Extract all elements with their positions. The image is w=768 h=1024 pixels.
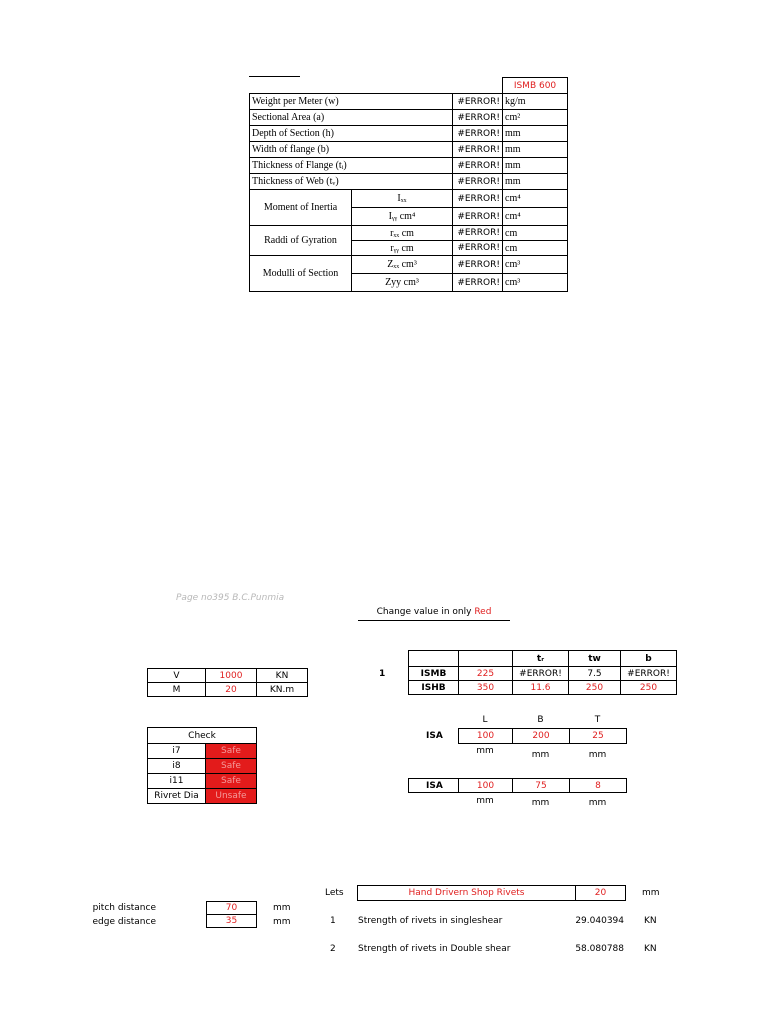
prop-row [250, 126, 568, 142]
change-note-highlight: Red [474, 607, 492, 617]
beams-header [409, 651, 459, 667]
prop-unit: cm⁴ [503, 190, 568, 208]
group-symbol: Zyy cm³ [352, 274, 453, 292]
angle1-header-B: B [537, 715, 544, 725]
prop-value: #ERROR! [453, 256, 503, 274]
prop-label: Thickness of Web (tᵥ) [250, 174, 453, 190]
load-unit: KN.m [257, 683, 308, 697]
prop-unit: cm² [503, 110, 568, 126]
section-name-row [250, 78, 568, 94]
strength-value: 29.040394 [575, 916, 624, 926]
load-symbol: M [148, 683, 206, 697]
beams-header: b [621, 651, 677, 667]
prop-unit: mm [503, 142, 568, 158]
angle2-T-input[interactable]: 8 [570, 779, 627, 793]
lets-label: Lets [325, 888, 344, 898]
angle2-B-input[interactable]: 75 [513, 779, 570, 793]
beam-name: ISHB [409, 681, 459, 695]
beams-header [459, 651, 513, 667]
prop-unit: kg/m [503, 94, 568, 110]
spacing-table [206, 901, 257, 928]
prop-value: #ERROR! [453, 174, 503, 190]
check-row [148, 759, 257, 774]
group-symbol: Zₓₓ cm³ [352, 256, 453, 274]
prop-unit: cm [503, 226, 568, 241]
prop-row [250, 174, 568, 190]
check-row [148, 789, 257, 804]
check-status: Safe [206, 774, 257, 789]
angle2-unit: mm [588, 798, 607, 808]
beam-index: 1 [379, 669, 386, 679]
check-label: i11 [148, 774, 206, 789]
angle1-unit: mm [476, 746, 494, 756]
beam-tw-input[interactable]: 250 [569, 681, 621, 695]
change-note [358, 607, 510, 617]
change-note-prefix: Change value in only [376, 607, 475, 617]
load-row [148, 669, 308, 683]
prop-unit: cm⁴ [503, 208, 568, 226]
prop-label: Sectional Area (a) [250, 110, 453, 126]
prop-unit: mm [503, 126, 568, 142]
rivet-table [357, 885, 626, 901]
beam-b: #ERROR! [621, 667, 677, 681]
rivet-dia-unit: mm [642, 888, 660, 898]
group-symbol: rₓₓ cm [352, 226, 453, 241]
strength-value: 58.080788 [575, 944, 624, 954]
prop-group-row [250, 256, 568, 274]
angle2-L-input[interactable]: 100 [459, 779, 513, 793]
angle1-unit: mm [588, 750, 607, 760]
prop-label: Width of flange (b) [250, 142, 453, 158]
load-unit: KN [257, 669, 308, 683]
prop-row [250, 94, 568, 110]
check-header-row [148, 728, 257, 744]
prop-group-row [250, 226, 568, 241]
group-label: Raddi of Gyration [250, 226, 352, 256]
change-note-underline [358, 620, 510, 621]
angle1-header-T: T [594, 715, 601, 725]
angle1-L-input[interactable]: 100 [459, 729, 513, 744]
beam-row [409, 681, 677, 695]
check-row [148, 774, 257, 789]
prop-value: #ERROR! [453, 126, 503, 142]
prop-unit: cm [503, 241, 568, 256]
prop-value: #ERROR! [453, 158, 503, 174]
prop-value: #ERROR! [453, 241, 503, 256]
prop-value: #ERROR! [453, 94, 503, 110]
prop-label: Weight per Meter (w) [250, 94, 453, 110]
load-value-input[interactable]: 1000 [206, 669, 257, 683]
check-label: i8 [148, 759, 206, 774]
strength-no: 1 [330, 916, 336, 926]
strength-no: 2 [330, 944, 336, 954]
check-row [148, 744, 257, 759]
edge-input[interactable]: 35 [207, 915, 257, 928]
beam-row [409, 667, 677, 681]
loads-table [147, 668, 308, 697]
prop-row [250, 142, 568, 158]
load-row [148, 683, 308, 697]
edge-label: edge distance [92, 917, 156, 927]
check-label: i7 [148, 744, 206, 759]
angle2-name-cell [409, 779, 459, 793]
prop-value: #ERROR! [453, 190, 503, 208]
angle1-B-input[interactable]: 200 [513, 729, 570, 744]
prop-value: #ERROR! [453, 226, 503, 241]
prop-group-row [250, 190, 568, 208]
angle2-unit: mm [476, 796, 494, 806]
angle1-table [458, 728, 627, 744]
angle2-row [409, 779, 627, 793]
prop-value: #ERROR! [453, 208, 503, 226]
angle1-unit: mm [531, 750, 550, 760]
load-value-input[interactable]: 20 [206, 683, 257, 697]
page-reference: Page no395 B.C.Punmia [176, 593, 285, 603]
angle1-T-input[interactable]: 25 [570, 729, 627, 744]
check-label: Rivret Dia [148, 789, 206, 804]
prop-row [250, 110, 568, 126]
prop-unit: cm³ [503, 274, 568, 292]
strength-label: Strength of rivets in singleshear [358, 916, 503, 926]
prop-label: Thickness of Flange (tᵢ) [250, 158, 453, 174]
angle1-header-L: L [482, 715, 488, 725]
beam-b-input[interactable]: 250 [621, 681, 677, 695]
group-label: Modulli of Section [250, 256, 352, 292]
strength-label: Strength of rivets in Double shear [358, 944, 511, 954]
beams-header-row [409, 651, 677, 667]
check-status: Safe [206, 759, 257, 774]
angle1-name: ISA [426, 731, 443, 741]
angle2-unit: mm [531, 798, 550, 808]
beam-tf: #ERROR! [513, 667, 569, 681]
rivet-type-input[interactable]: Hand Drivern Shop Rivets [358, 886, 576, 901]
group-symbol: Iᵧᵧ cm⁴ [352, 208, 453, 226]
strength-unit: KN [644, 944, 657, 954]
group-label: Moment of Inertia [250, 190, 352, 226]
beams-table [408, 650, 677, 695]
edge-unit: mm [273, 917, 291, 927]
load-symbol: V [148, 669, 206, 683]
check-status: Unsafe [206, 789, 257, 804]
section-properties-table [249, 77, 568, 292]
group-symbol: rᵧᵧ cm [352, 241, 453, 256]
prop-unit: cm³ [503, 256, 568, 274]
rivet-dia-input[interactable]: 20 [576, 886, 626, 901]
angle2-table [408, 778, 627, 793]
beam-tf-input[interactable]: 11.6 [513, 681, 569, 695]
beam-name: ISMB [409, 667, 459, 681]
angle2-name: ISA [426, 781, 443, 791]
prop-unit: mm [503, 158, 568, 174]
pitch-input[interactable]: 70 [207, 902, 257, 915]
beams-header: tᵣ [513, 651, 569, 667]
beam-h-input[interactable]: 225 [459, 667, 513, 681]
prop-row [250, 158, 568, 174]
pitch-label: pitch distance [92, 903, 156, 913]
prop-label: Depth of Section (h) [250, 126, 453, 142]
beams-header: tw [569, 651, 621, 667]
prop-value: #ERROR! [453, 110, 503, 126]
strength-unit: KN [644, 916, 657, 926]
check-title: Check [148, 728, 257, 744]
section-name[interactable]: ISMB 600 [503, 78, 568, 94]
prop-unit: mm [503, 174, 568, 190]
beam-h-input[interactable]: 350 [459, 681, 513, 695]
beam-tw: 7.5 [569, 667, 621, 681]
check-status: Safe [206, 744, 257, 759]
check-table [147, 727, 257, 804]
prop-value: #ERROR! [453, 142, 503, 158]
prop-value: #ERROR! [453, 274, 503, 292]
angle1-row [459, 729, 627, 744]
group-symbol: Iₓₓ [352, 190, 453, 208]
pitch-unit: mm [273, 903, 291, 913]
